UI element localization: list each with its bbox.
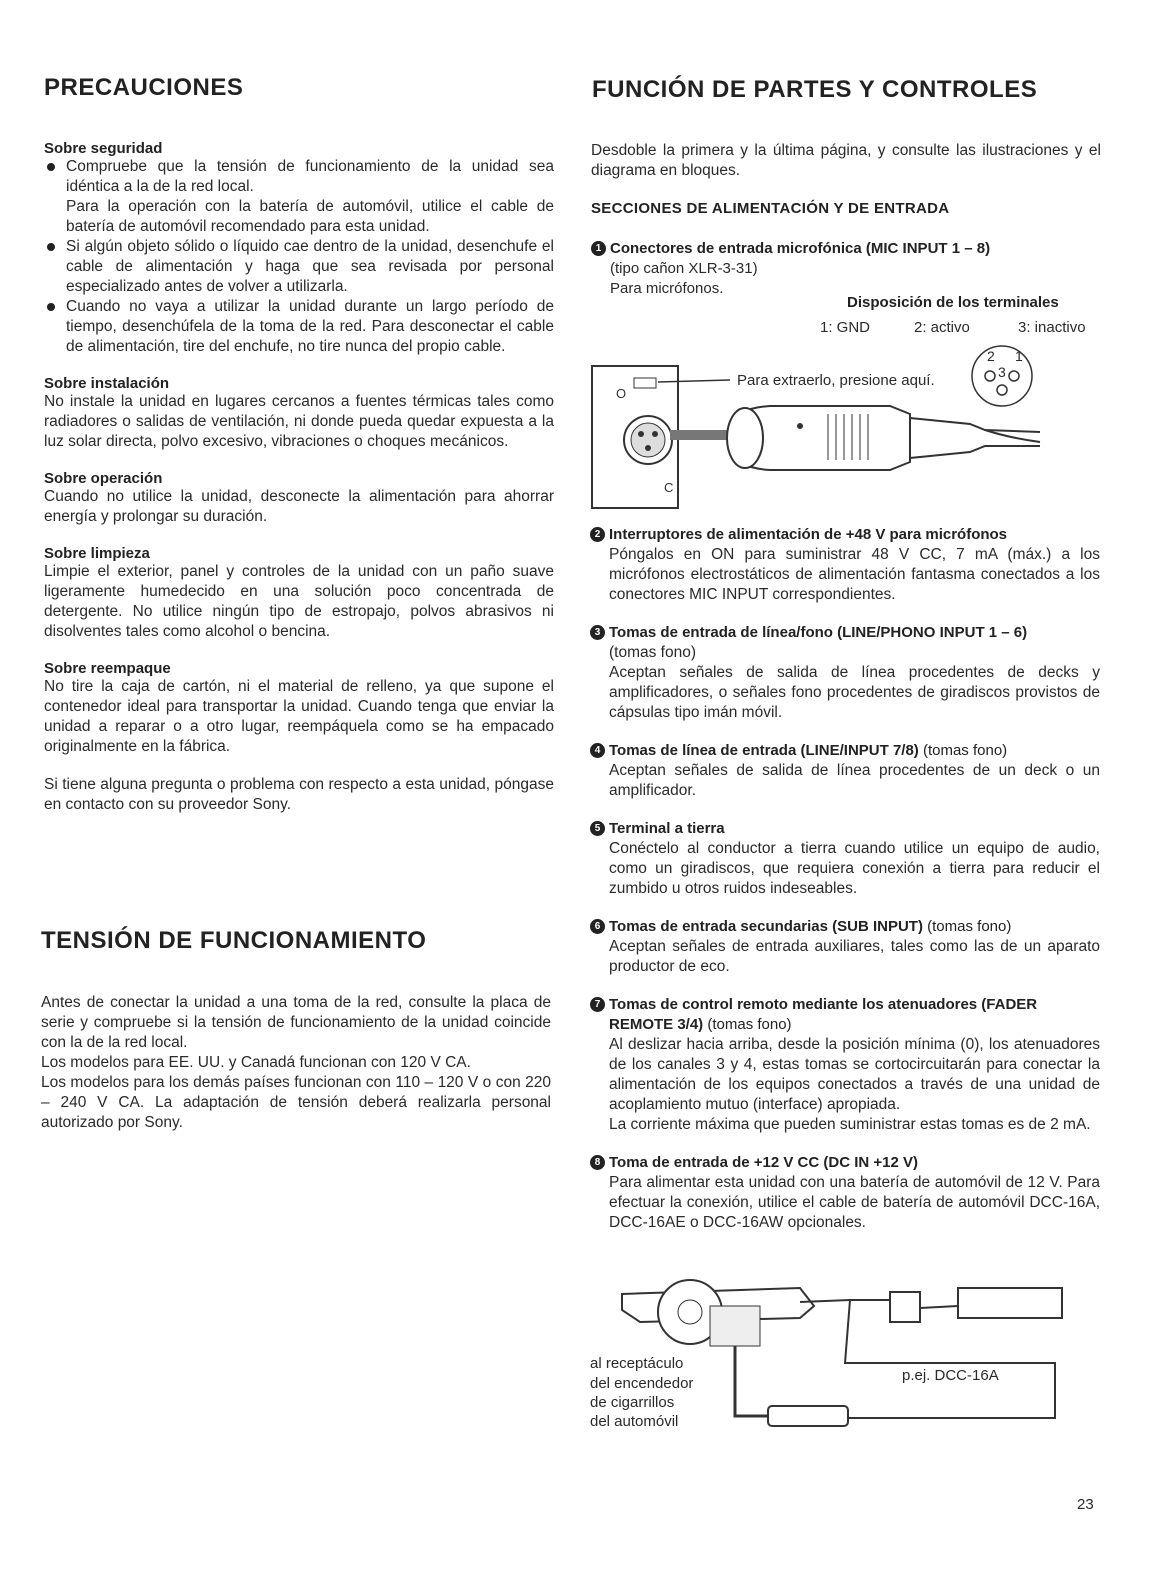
item-title: Toma de entrada de +12 V CC (DC IN +12 V) (609, 1154, 918, 1171)
item-text: (tomas fono) Aceptan señales de salida de línea procedentes de decks y amplificadores, o señales fono procedentes de giradiscos provistos de cápsulas tipo imán móvil. (609, 644, 1100, 721)
seguridad-list (44, 157, 554, 357)
item-line: Para micrófonos. (610, 280, 724, 297)
limpieza-heading: Sobre limpieza (44, 545, 150, 562)
item-number-icon: 4 (590, 743, 605, 758)
items-list (590, 525, 1100, 1251)
item-line: (tipo cañon XLR-3-31) (610, 260, 758, 277)
pin-label: 2: activo (914, 319, 970, 336)
reempaque-text: No tire la caja de cartón, ni el material de relleno, ya que supone el contenedor ideal para transportar la unidad. Cuando tenga que enviar la unidad a reparar o a otro lugar, reempáquela como se ha empacado originalmente en la fábrica. (44, 678, 554, 755)
intro-text: Desdoble la primera y la última página, y consulte las ilustraciones y el diagrama en bloques. (591, 142, 1101, 179)
item-title: Conectores de entrada microfónica (MIC INPUT 1 – 8) (610, 240, 991, 257)
item-8 (590, 1153, 1100, 1233)
pin-digit: 1 (1015, 348, 1023, 364)
bullet-icon (47, 303, 55, 311)
bullet-icon (47, 243, 55, 251)
item-title: Tomas de línea de entrada (LINE/INPUT 7/8) (609, 742, 919, 759)
disp-title: Disposición de los terminales (847, 294, 1059, 311)
cable-model-label: p.ej. DCC-16A (902, 1367, 999, 1384)
seguridad-heading: Sobre seguridad (44, 140, 163, 157)
svg-text:C: C (664, 480, 674, 495)
item-7: 7 Tomas de control remoto mediante los atenuadores (FADER REMOTE 3/4) (tomas fono) Al deslizar hacia arriba, desde la posición mínima (0), los atenuadores de los canales 3 y 4, estas tomas se cortocircuitarán para conectar la alimentación de los equipos conectados a través de una unidad de acoplamiento mutuo (interface) apropiada. La corriente máxima que pueden suministrar estas tomas es de 2 mA. (590, 995, 1100, 1135)
operacion-text: Cuando no utilice la unidad, desconecte la alimentación para ahorrar energía y prolongar su duración. (44, 488, 554, 525)
item-text: Conéctelo al conductor a tierra cuando utilice un equipo de audio, como un giradiscos, que requiera conexión a tierra para reducir el zumbido u otros ruidos indeseables. (609, 840, 1100, 897)
reempaque-heading: Sobre reempaque (44, 660, 171, 677)
instalacion-text: No instale la unidad en lugares cercanos a fuentes térmicas tales como radiadores o salidas de ventilación, ni donde pueda quedar expuesta a la luz solar directa, polvo excesivo, vibraciones o choques mecánicos. (44, 393, 554, 450)
item-2 (590, 525, 1100, 605)
item-number-icon: 7 (590, 997, 605, 1012)
item-text: Al deslizar hacia arriba, desde la posición mínima (0), los atenuadores de los canales 3 y 4, estas tomas se cortocircuitarán para conectar la alimentación de los equipos conectados a través de una unidad de acoplamiento mutuo (interface) apropiada. La corriente máxima que pueden suministrar estas tomas es de 2 mA. (609, 1036, 1100, 1133)
operacion-heading: Sobre operación (44, 470, 163, 487)
pin-digit: 3 (998, 364, 1006, 380)
tension-title: TENSIÓN DE FUNCIONAMIENTO (41, 927, 427, 954)
item-number-icon: 5 (590, 821, 605, 836)
item-number-icon: 6 (590, 919, 605, 934)
item-title: Interruptores de alimentación de +48 V para micrófonos (609, 526, 1008, 543)
item-number-icon: 2 (590, 527, 605, 542)
item-title: Tomas de entrada de línea/fono (LINE/PHONO INPUT 1 – 6) (609, 624, 1028, 641)
item-title: Tomas de entrada secundarias (SUB INPUT) (609, 918, 923, 935)
instalacion-section (44, 375, 554, 452)
item-number-icon: 3 (590, 625, 605, 640)
limpieza-text: Limpie el exterior, panel y controles de la unidad con un paño suave ligeramente humedecido en una solución poco concentrada de detergente. No utilice ningún tipo de estropajo, polvos abrasivos ni disolventes tales como alcohol o bencina. (44, 563, 554, 640)
seguridad-section (44, 140, 554, 357)
item-text: Póngalos en ON para suministrar 48 V CC, 7 mA (máx.) a los micrófonos electrostáticos de alimentación fantasma conectados a los conectores MIC INPUT correspondientes. (609, 546, 1100, 603)
item-text: Aceptan señales de entrada auxiliares, tales como las de un aparato productor de eco. (609, 938, 1100, 975)
item-5 (590, 819, 1100, 899)
car-label-3: de cigarrillos (590, 1394, 675, 1411)
item-title: Terminal a tierra (609, 820, 725, 837)
car-label-2: del encendedor (590, 1375, 694, 1392)
intro-block (591, 141, 1101, 181)
pin-label: 1: GND (820, 319, 871, 336)
item-title: Tomas de control remoto mediante los atenuadores (FADER REMOTE 3/4) (609, 996, 1038, 1033)
tension-body (41, 993, 551, 1133)
section-heading: SECCIONES DE ALIMENTACIÓN Y DE ENTRADA (591, 200, 950, 217)
item-1 (591, 239, 1101, 299)
pin-label: 3: inactivo (1018, 319, 1086, 336)
item-number-icon: 1 (591, 241, 606, 256)
limpieza-section (44, 545, 554, 642)
callout-label: Para extraerlo, presione aquí. (737, 372, 935, 389)
item-text: Para alimentar esta unidad con una batería de automóvil de 12 V. Para efectuar la conexión, utilice el cable de batería de automóvil DCC-16A, DCC-16AE o DCC-16AW opcionales. (609, 1174, 1100, 1231)
item-number-icon: 8 (590, 1155, 605, 1170)
item-3 (590, 623, 1100, 723)
item-4: 4 Tomas de línea de entrada (LINE/INPUT 7/8) (tomas fono) Aceptan señales de salida de línea procedentes de un deck o un amplificador. (590, 741, 1100, 801)
svg-text:O: O (616, 386, 627, 401)
precauciones-title: PRECAUCIONES (44, 74, 244, 101)
tension-p1: Antes de conectar la unidad a una toma de la red, consulte la placa de serie y compruebe si la tensión de funcionamiento de la unidad coincide con la de la red local. (41, 994, 551, 1051)
item-6: 6 Tomas de entrada secundarias (SUB INPUT) (tomas fono) Aceptan señales de entrada auxiliares, tales como las de un aparato productor de eco. (590, 917, 1100, 977)
tension-p3: Los modelos para los demás países funcionan con 110 – 120 V o con 220 – 240 V CA. La adaptación de tensión deberá realizarla personal autorizado por Sony. (41, 1074, 551, 1131)
car-label-4: del automóvil (590, 1413, 679, 1430)
xlr-connector-illustration (590, 342, 1045, 512)
list-item: Compruebe que la tensión de funcionamiento de la unidad sea idéntica a la de la red local. Para la operación con la batería de automóvil, utilice el cable de batería de automóvil recomendado para esta unidad. (44, 157, 554, 237)
funcion-title: FUNCIÓN DE PARTES Y CONTROLES (592, 76, 1038, 103)
contact-text: Si tiene alguna pregunta o problema con respecto a esta unidad, póngase en contacto con su proveedor Sony. (44, 776, 554, 813)
instalacion-heading: Sobre instalación (44, 375, 170, 392)
reempaque-section (44, 660, 554, 757)
tension-p2: Los modelos para EE. UU. y Canadá funcionan con 120 V CA. (41, 1054, 471, 1071)
bullet-icon (47, 163, 55, 171)
list-item: Cuando no vaya a utilizar la unidad durante un largo período de tiempo, desenchúfela de la toma de la red. Para desconectar el cable de alimentación, tire del enchufe, no tire nunca del propio cable. (44, 297, 554, 357)
item-text: Aceptan señales de salida de línea procedentes de un deck o un amplificador. (609, 762, 1100, 799)
pin-digit: 2 (987, 348, 995, 364)
operacion-section (44, 470, 554, 527)
precauciones-body (44, 140, 554, 815)
car-label-1: al receptáculo (590, 1355, 684, 1372)
list-item: Si algún objeto sólido o líquido cae dentro de la unidad, desenchufe el cable de alimentación y haga que sea revisada por personal especializado antes de volver a utilizarla. (44, 237, 554, 297)
page-number: 23 (1077, 1496, 1094, 1513)
